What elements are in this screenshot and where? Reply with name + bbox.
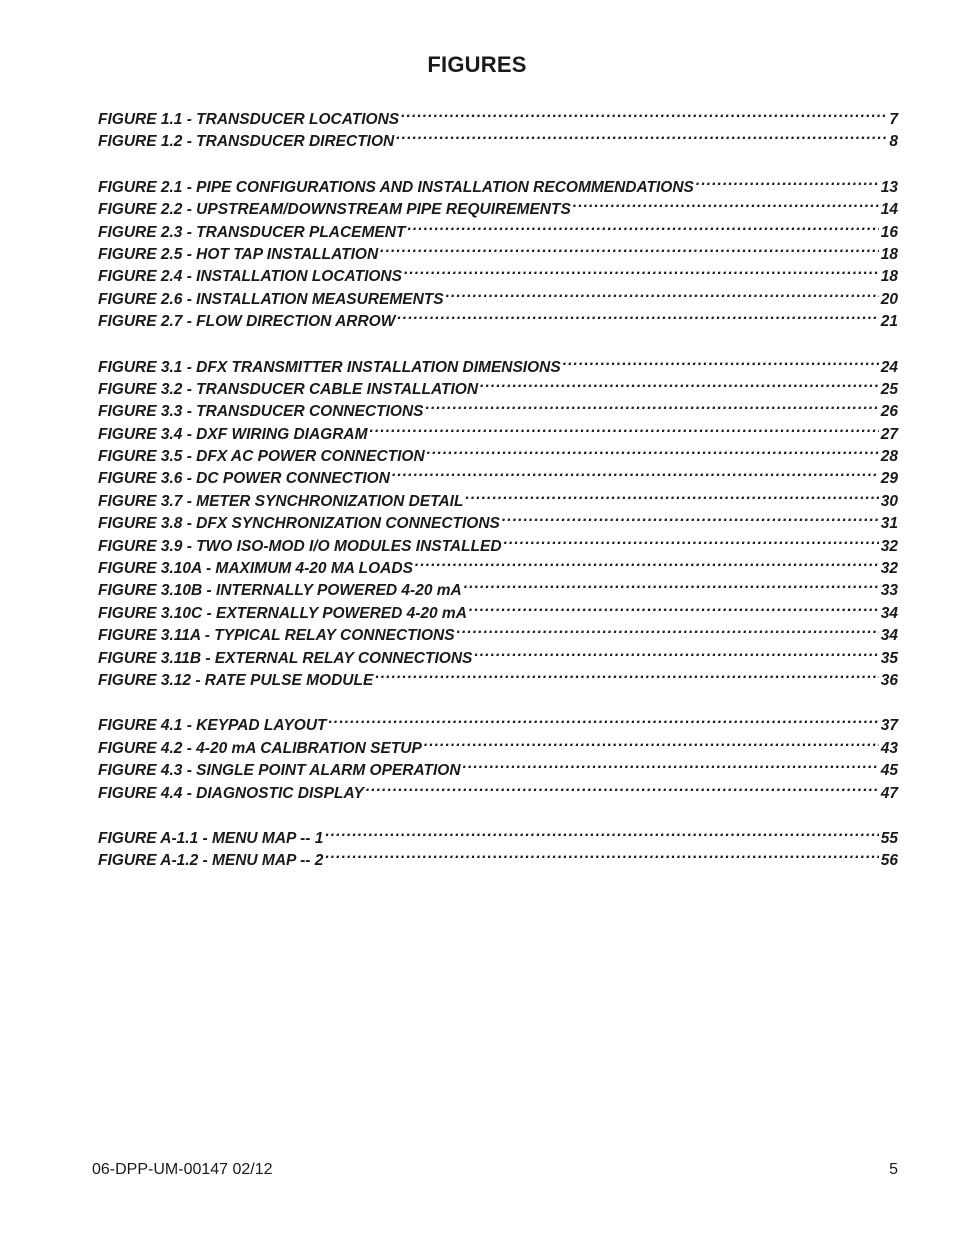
dot-leader: [325, 843, 878, 865]
dot-leader: [424, 731, 879, 753]
figure-page-number: 30: [880, 492, 898, 510]
figure-page-number: 20: [880, 290, 898, 308]
figure-page-number: 47: [880, 784, 898, 802]
figure-page-number: 8: [889, 133, 898, 151]
figure-label: FIGURE 3.10C - EXTERNALLY POWERED 4-20 mA: [98, 604, 467, 622]
figure-page-number: 45: [880, 762, 898, 780]
figure-label: FIGURE 4.2 - 4-20 mA CALIBRATION SETUP: [98, 739, 422, 757]
figure-label: FIGURE 2.7 - FLOW DIRECTION ARROW: [98, 313, 396, 331]
figure-label: FIGURE 3.2 - TRANSDUCER CABLE INSTALLATION: [98, 380, 479, 398]
figure-label: FIGURE 3.8 - DFX SYNCHRONIZATION CONNECTIONS: [98, 515, 500, 533]
figure-page-number: 25: [880, 380, 898, 398]
dot-leader: [396, 124, 887, 146]
document-id: 06-DPP-UM-00147 02/12: [92, 1161, 273, 1178]
dot-leader: [380, 237, 879, 259]
figure-page-number: 32: [880, 560, 898, 578]
figure-page-number: 29: [880, 470, 898, 488]
figure-label: FIGURE A-1.1 - MENU MAP -- 1: [98, 829, 324, 847]
dot-leader: [464, 573, 879, 595]
dot-leader: [370, 417, 879, 439]
figure-label: FIGURE 3.7 - METER SYNCHRONIZATION DETAIL: [98, 492, 464, 510]
dot-leader: [366, 776, 879, 798]
figure-group: [98, 708, 898, 802]
figure-label: FIGURE 2.6 - INSTALLATION MEASUREMENTS: [98, 290, 444, 308]
figure-page-number: 56: [880, 852, 898, 870]
figure-page-number: 34: [880, 604, 898, 622]
figure-label: FIGURE 4.3 - SINGLE POINT ALARM OPERATION: [98, 762, 461, 780]
figure-label: FIGURE 1.1 - TRANSDUCER LOCATIONS: [98, 111, 400, 128]
figure-label: FIGURE 3.6 - DC POWER CONNECTION: [98, 470, 390, 488]
figure-label: FIGURE 4.4 - DIAGNOSTIC DISPLAY: [98, 784, 364, 802]
figure-page-number: 21: [880, 313, 898, 331]
figure-page-number: 28: [880, 448, 898, 466]
dot-leader: [563, 350, 879, 372]
dot-leader: [457, 618, 879, 640]
dot-leader: [696, 170, 879, 192]
figure-group: [98, 350, 898, 689]
figure-label: FIGURE 3.5 - DFX AC POWER CONNECTION: [98, 448, 425, 466]
figure-label: FIGURE 3.10A - MAXIMUM 4-20 MA LOADS: [98, 560, 413, 578]
dot-leader: [397, 304, 878, 326]
figure-entry[interactable]: [98, 170, 898, 196]
figure-entry[interactable]: [98, 821, 898, 847]
figure-label: FIGURE 3.11B - EXTERNAL RELAY CONNECTIONS: [98, 649, 473, 667]
figure-page-number: 31: [880, 515, 898, 533]
dot-leader: [474, 641, 878, 663]
dot-leader: [415, 551, 879, 573]
dot-leader: [465, 484, 878, 506]
figure-page-number: 18: [880, 268, 898, 286]
figure-page-number: 55: [880, 829, 898, 847]
dot-leader: [502, 506, 879, 528]
figure-label: FIGURE 3.10B - INTERNALLY POWERED 4-20 mA: [98, 582, 462, 600]
figure-page-number: 16: [880, 223, 898, 241]
figure-page-number: 37: [880, 717, 898, 735]
dot-leader: [504, 529, 879, 551]
figure-label: FIGURE 3.9 - TWO ISO-MOD I/O MODULES INSTALLED: [98, 537, 502, 555]
dot-leader: [463, 753, 879, 775]
figure-label: FIGURE 2.1 - PIPE CONFIGURATIONS AND INSTALLATION RECOMMENDATIONS: [98, 178, 694, 196]
figure-page-number: 43: [880, 739, 898, 757]
dot-leader: [480, 372, 879, 394]
dot-leader: [404, 259, 879, 281]
dot-leader: [446, 282, 879, 304]
figure-label: FIGURE 2.4 - INSTALLATION LOCATIONS: [98, 268, 402, 286]
dot-leader: [329, 708, 879, 730]
figure-page-number: 36: [880, 671, 898, 689]
dot-leader: [427, 439, 879, 461]
figure-label: FIGURE 3.4 - DXF WIRING DIAGRAM: [98, 425, 368, 443]
figure-label: FIGURE 3.11A - TYPICAL RELAY CONNECTIONS: [98, 627, 455, 645]
figure-entry[interactable]: [98, 350, 898, 376]
dot-leader: [426, 394, 879, 416]
figures-list: [98, 102, 898, 889]
figure-page-number: 26: [880, 403, 898, 421]
page-title: FIGURES: [427, 52, 527, 77]
figure-page-number: 14: [880, 201, 898, 219]
dot-leader: [407, 215, 878, 237]
figure-label: FIGURE 2.5 - HOT TAP INSTALLATION: [98, 245, 379, 263]
figure-group: [98, 102, 898, 151]
figure-group: [98, 170, 898, 331]
dot-leader: [469, 596, 879, 618]
figure-label: FIGURE 2.2 - UPSTREAM/DOWNSTREAM PIPE REQUIREMENTS: [98, 201, 571, 219]
figure-label: FIGURE A-1.2 - MENU MAP -- 2: [98, 852, 324, 870]
page-number: 5: [889, 1161, 898, 1178]
figure-page-number: 32: [880, 537, 898, 555]
figure-page-number: 24: [880, 358, 898, 376]
figure-entry[interactable]: [98, 708, 898, 735]
figure-page-number: 33: [880, 582, 898, 600]
figure-label: FIGURE 4.1 - KEYPAD LAYOUT: [98, 717, 327, 735]
figure-label: FIGURE 3.3 - TRANSDUCER CONNECTIONS: [98, 403, 424, 421]
figure-label: FIGURE 3.1 - DFX TRANSMITTER INSTALLATION DIMENSIONS: [98, 358, 561, 376]
figure-page-number: 18: [880, 245, 898, 263]
figure-label: FIGURE 3.12 - RATE PULSE MODULE: [98, 671, 374, 689]
figure-page-number: 35: [880, 649, 898, 667]
figure-entry[interactable]: [98, 102, 898, 128]
figure-label: FIGURE 2.3 - TRANSDUCER PLACEMENT: [98, 223, 406, 241]
figure-group: [98, 821, 898, 870]
dot-leader: [573, 192, 879, 214]
figure-page-number: 34: [880, 627, 898, 645]
figure-page-number: 7: [889, 111, 898, 128]
dot-leader: [375, 663, 878, 685]
figure-page-number: 27: [880, 425, 898, 443]
figure-page-number: 13: [880, 178, 898, 196]
figure-label: FIGURE 1.2 - TRANSDUCER DIRECTION: [98, 133, 395, 151]
dot-leader: [401, 102, 887, 124]
dot-leader: [392, 461, 879, 483]
dot-leader: [325, 821, 878, 843]
